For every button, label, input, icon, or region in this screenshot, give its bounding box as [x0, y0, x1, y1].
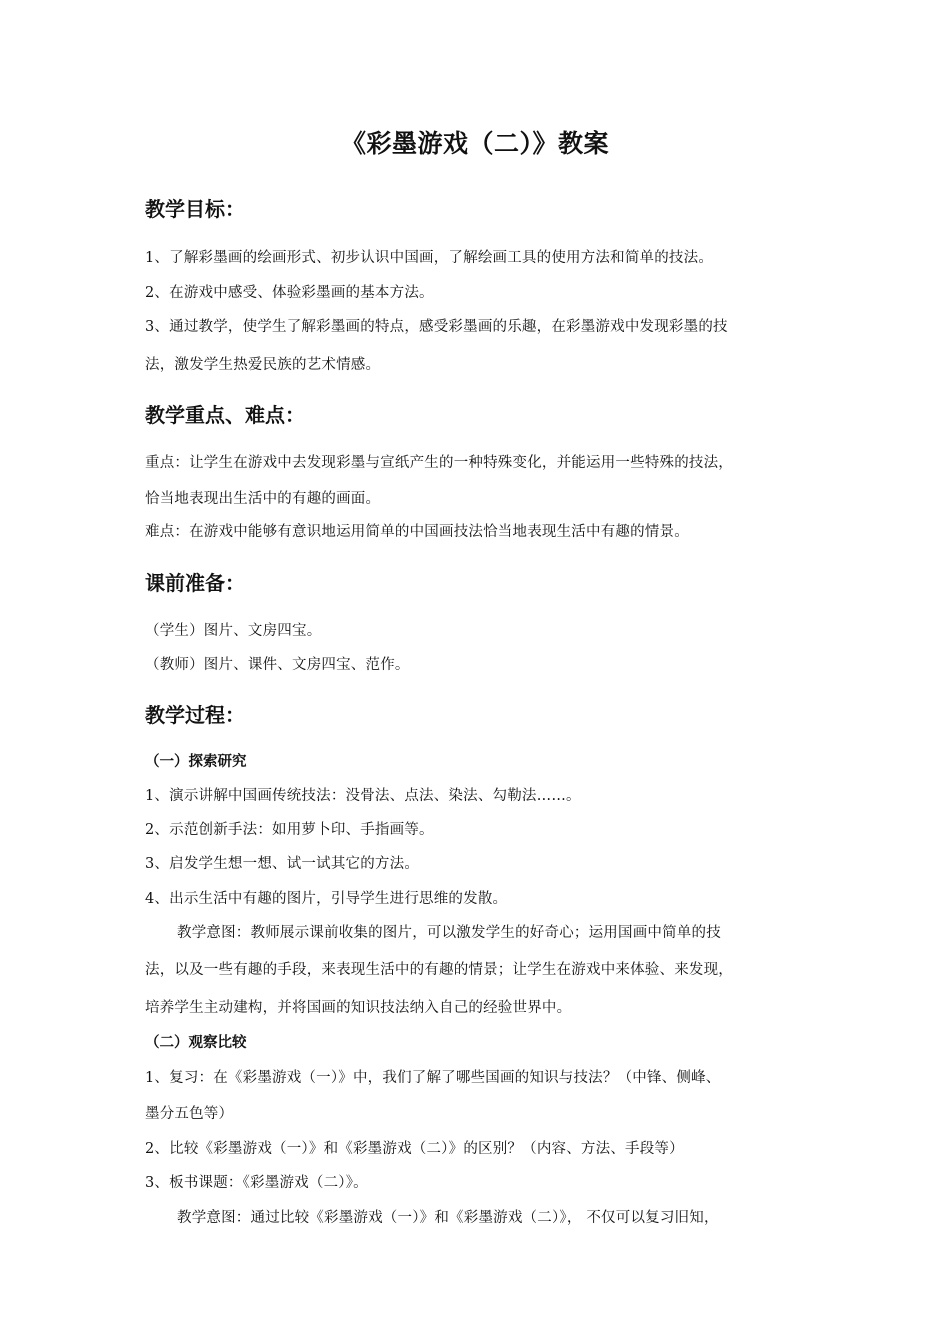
key-points-heading: 教学重点、难点： [145, 403, 305, 427]
process-part2-heading: （二）观察比较 [145, 1035, 247, 1051]
process-part1-line-3: 3、启发学生想一想、试一试其它的方法。 [145, 856, 420, 872]
objectives-line-1: 1、了解彩墨画的绘画形式、初步认识中国画，了解绘画工具的使用方法和简单的技法。 [145, 250, 714, 266]
objectives-line-3: 3、通过教学，使学生了解彩墨画的特点，感受彩墨画的乐趣，在彩墨游戏中发现彩墨的技 [145, 319, 728, 335]
process-part2-line-3: 2、比较《彩墨游戏（一）》和《彩墨游戏（二）》的区别？（内容、方法、手段等） [145, 1141, 684, 1157]
process-part1-line-2: 2、示范创新手法：如用萝卜印、手指画等。 [145, 822, 434, 838]
process-part1-line-4: 4、出示生活中有趣的图片，引导学生进行思维的发散。 [145, 891, 508, 907]
preparation-heading: 课前准备： [145, 571, 245, 595]
process-part2-line-1: 1、复习：在《彩墨游戏（一）》中，我们了解了哪些国画的知识与技法？（中锋、侧峰、 [145, 1070, 721, 1086]
key-points-line-3: 难点：在游戏中能够有意识地运用简单的中国画技法恰当地表现生活中有趣的情景。 [145, 524, 689, 540]
process-part1-intent-line-1: 教学意图：教师展示课前收集的图片，可以激发学生的好奇心；运用国画中简单的技 [177, 925, 721, 941]
key-points-line-1: 重点：让学生在游戏中去发现彩墨与宣纸产生的一种特殊变化，并能运用一些特殊的技法， [145, 455, 733, 471]
process-part1-intent-line-2: 法，以及一些有趣的手段，来表现生活中的有趣的情景；让学生在游戏中来体验、来发现， [145, 962, 733, 978]
key-points-line-2: 恰当地表现出生活中的有趣的画面。 [145, 491, 381, 507]
objectives-line-4: 法，激发学生热爱民族的艺术情感。 [145, 357, 381, 373]
objectives-heading: 教学目标： [145, 197, 245, 221]
preparation-line-1: （学生）图片、文房四宝。 [145, 623, 322, 639]
process-part1-heading: （一）探索研究 [145, 754, 247, 770]
process-part2-line-2: 墨分五色等） [145, 1106, 234, 1122]
process-part2-line-4: 3、板书课题：《彩墨游戏（二）》。 [145, 1175, 368, 1191]
process-part1-line-1: 1、演示讲解中国画传统技法：没骨法、点法、染法、勾勒法……。 [145, 788, 581, 804]
process-part1-intent-line-3: 培养学生主动建构，并将国画的知识技法纳入自己的经验世界中。 [145, 1000, 572, 1016]
preparation-line-2: （教师）图片、课件、文房四宝、范作。 [145, 657, 410, 673]
process-part2-intent-line-1: 教学意图：通过比较《彩墨游戏（一）》和《彩墨游戏（二）》， 不仅可以复习旧知， [177, 1210, 719, 1226]
process-heading: 教学过程： [145, 703, 245, 727]
objectives-line-2: 2、在游戏中感受、体验彩墨画的基本方法。 [145, 285, 434, 301]
document-title: 《彩墨游戏（二）》教案 [340, 129, 609, 158]
